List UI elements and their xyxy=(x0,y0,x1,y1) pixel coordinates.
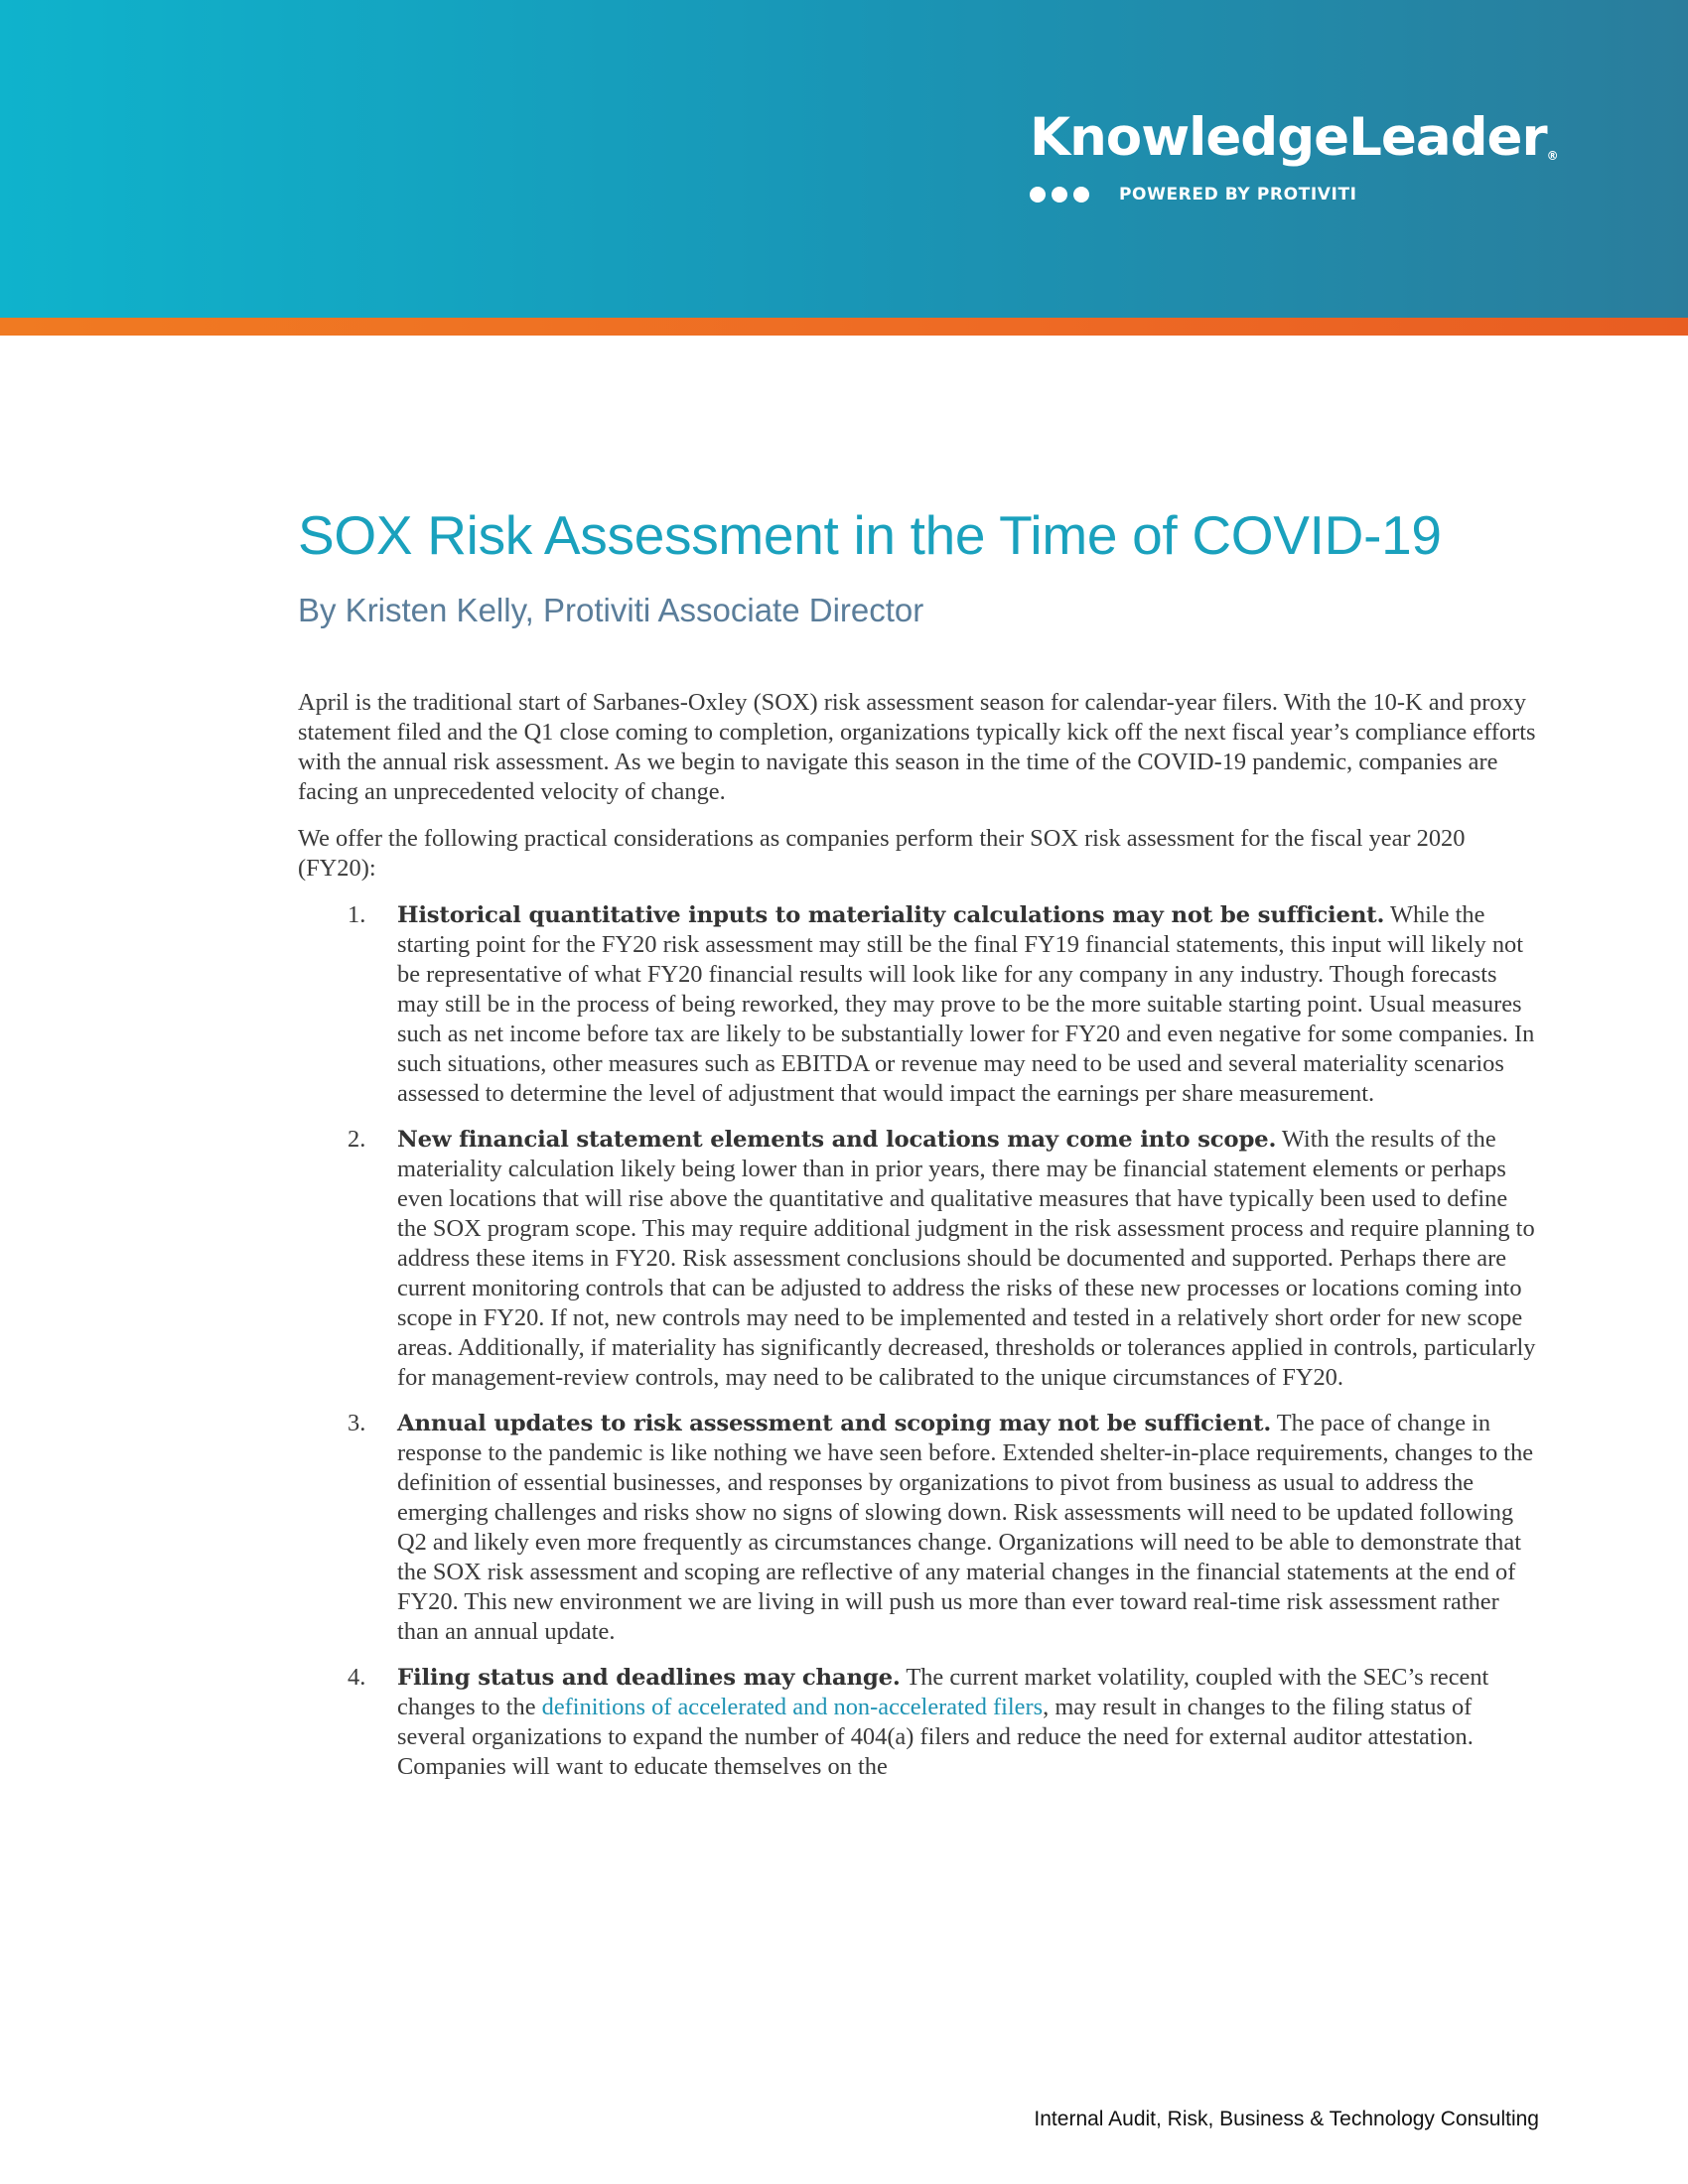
list-item-number: 4. xyxy=(348,1664,366,1691)
byline: By Kristen Kelly, Protiviti Associate Director xyxy=(298,592,924,628)
brand-tagline-row xyxy=(1030,185,1586,205)
trademark-symbol: ® xyxy=(1546,149,1558,163)
list-item xyxy=(298,1125,1541,1393)
lead-in-paragraph: We offer the following practical considerations as companies perform their SOX risk assessment for the fiscal year 2020 (FY20): xyxy=(298,825,1466,882)
brand-name: KnowledgeLeader® xyxy=(1030,107,1558,168)
list-item xyxy=(298,1663,1541,1782)
three-dots-icon xyxy=(1030,187,1089,203)
list-item xyxy=(298,900,1541,1109)
footer-text: Internal Audit, Risk, Business & Technology Consulting xyxy=(1034,2108,1539,2130)
article-text xyxy=(298,688,1541,1782)
header-accent-stripe xyxy=(0,318,1688,336)
list-item xyxy=(298,1409,1541,1647)
list-item-number: 3. xyxy=(348,1410,366,1436)
list-item-text: While the starting point for the FY20 risk assessment may still be the final FY19 financial statements, this input will likely not be representative of what FY20 financial results will look like for any company in any industry. Though forecasts may still be in the process of being reworked, they may prove to be the more suitable starting point. Usual measures such as net income before tax are likely to be substantially lower for FY20 and even negative for some companies. In such situations, other measures such as EBITDA or revenue may need to be used and several materiality scenarios assessed to determine the level of adjustment that would impact the earnings per share measurement. xyxy=(397,901,1535,1107)
list-item-heading: Annual updates to risk assessment and scoping may not be sufficient. xyxy=(397,1411,1272,1436)
list-item-heading: New financial statement elements and locations may come into scope. xyxy=(397,1127,1277,1153)
list-item-text: The pace of change in response to the pandemic is like nothing we have seen before. Extended shelter-in-place requirements, changes to the definition of essential businesses, and responses by organizations to pivot from business as usual to address the emerging challenges and risks show no signs of slowing down. Risk assessments will need to be updated following Q2 and likely even more frequently as circumstances change. Organizations will need to be able to demonstrate that the SOX risk assessment and scoping are reflective of any material changes in the financial statements at the end of FY20. This new environment we are living in will push us more than ever toward real-time risk assessment rather than an annual update. xyxy=(397,1410,1534,1645)
list-item-text: With the results of the materiality calculation likely being lower than in prior years, there may be financial statement elements or perhaps even locations that will rise above the quantitative and qualitative measures that have typically been used to define the SOX program scope. This may require additional judgment in the risk assessment process and require planning to address these items in FY20. Risk assessment conclusions should be documented and supported. Perhaps there are current monitoring controls that can be adjusted to address the risks of these new processes or locations coming into scope in FY20. If not, new controls may need to be implemented and tested in a relatively short order for new scope areas. Additionally, if materiality has significantly decreased, thresholds or tolerances applied in controls, particularly for management-review controls, may need to be calibrated to the unique circumstances of FY20. xyxy=(397,1126,1536,1391)
brand-logo xyxy=(1030,103,1586,205)
filer-definitions-link[interactable]: definitions of accelerated and non-accelerated filers xyxy=(541,1694,1044,1720)
header-banner xyxy=(0,0,1688,318)
list-item-heading: Filing status and deadlines may change. xyxy=(397,1665,901,1691)
list-item-text-continued: , may result in changes to the filing status of several organizations to expand the number of 404(a) filers and reduce the need for external auditor attestation. Companies will want to educate themselves on the xyxy=(397,1694,1474,1780)
list-item-heading: Historical quantitative inputs to materiality calculations may not be sufficient. xyxy=(397,902,1385,928)
document-body xyxy=(298,501,1541,1798)
brand-tagline: POWERED BY PROTIVITI xyxy=(1119,185,1357,205)
list-item-number: 1. xyxy=(348,901,366,928)
considerations-list xyxy=(298,900,1541,1782)
list-item-text: The current market volatility, coupled with the SEC’s recent changes to the xyxy=(397,1664,1489,1720)
list-item-number: 2. xyxy=(348,1126,366,1153)
intro-paragraph: April is the traditional start of Sarbanes-Oxley (SOX) risk assessment season for calendar-year filers. With the 10-K and proxy statement filed and the Q1 close coming to completion, organizations typically kick off the next fiscal year’s compliance efforts with the annual risk assessment. As we begin to navigate this season in the time of the COVID-19 pandemic, companies are facing an unprecedented velocity of change. xyxy=(298,689,1536,805)
page-title: SOX Risk Assessment in the Time of COVID-19 xyxy=(298,504,1442,566)
